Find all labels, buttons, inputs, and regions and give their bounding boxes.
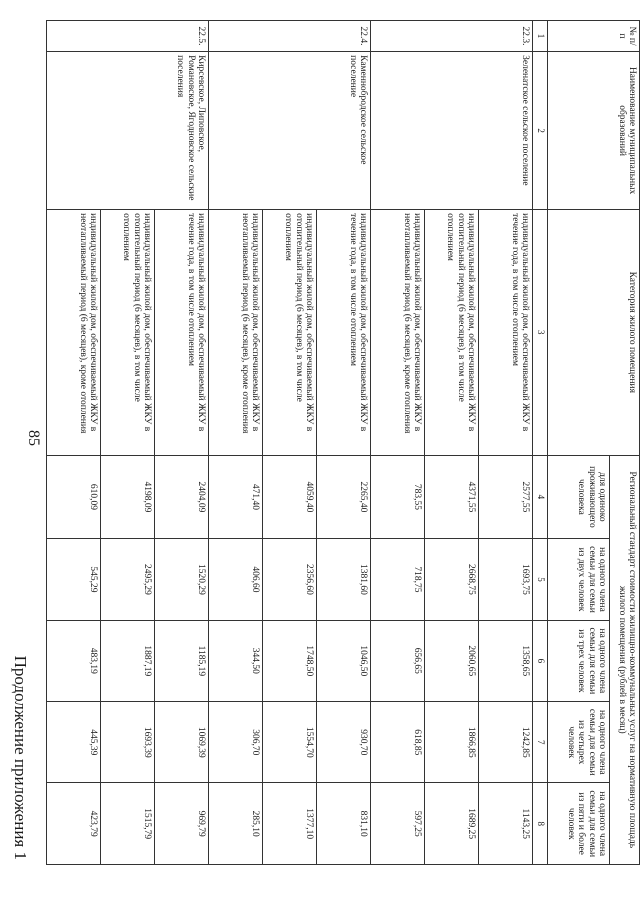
row-number: 22.5. <box>47 21 209 52</box>
header-no: № п/п <box>548 21 640 52</box>
col-number: 6 <box>533 620 548 701</box>
housing-category: индивидуальный жилой дом, обеспечиваемый ЖКУ в течение года, в том числе отоплением <box>479 210 533 455</box>
housing-category: индивидуальный жилой дом, обеспечиваемый ЖКУ в отопительный период (6 месяцев), в том числе отоплением <box>101 210 155 455</box>
standard-value: 2265,40 <box>317 455 371 539</box>
housing-category: индивидуальный жилой дом, обеспечиваемый ЖКУ в неотапливаемый период (6 месяцев), кроме отопления <box>371 210 425 455</box>
housing-category: индивидуальный жилой дом, обеспечиваемый ЖКУ в неотапливаемый период (6 месяцев), кроме отопления <box>209 210 263 455</box>
standard-value: 1381,60 <box>317 539 371 620</box>
header-sub-2: на одного члена семьи для семьи из двух человек <box>548 539 610 620</box>
standard-value: 1046,50 <box>317 620 371 701</box>
municipality-name: Зеленатское сельское поселение <box>371 52 533 210</box>
col-number: 7 <box>533 702 548 783</box>
standard-table <box>46 20 640 865</box>
header-sub-5: на одного члена семьи для семьи из пяти и более человек <box>548 783 610 865</box>
standard-value: 471,40 <box>209 455 263 539</box>
col-number: 4 <box>533 455 548 539</box>
standard-value: 1358,65 <box>479 620 533 701</box>
standard-value: 4059,40 <box>263 455 317 539</box>
standard-value: 2577,55 <box>479 455 533 539</box>
standard-value: 2495,29 <box>101 539 155 620</box>
standard-value: 483,19 <box>47 620 101 701</box>
standard-value: 406,60 <box>209 539 263 620</box>
header-municipality: Наименование муниципальных образований <box>548 52 640 210</box>
standard-value: 597,25 <box>371 783 425 865</box>
col-number: 1 <box>533 21 548 52</box>
standard-value: 1689,25 <box>425 783 479 865</box>
standard-value: 656,65 <box>371 620 425 701</box>
standard-value: 618,85 <box>371 702 425 783</box>
standard-value: 423,79 <box>47 783 101 865</box>
table-row <box>317 21 371 865</box>
standard-value: 2668,75 <box>425 539 479 620</box>
standard-value: 4371,55 <box>425 455 479 539</box>
col-number: 5 <box>533 539 548 620</box>
standard-value: 1242,85 <box>479 702 533 783</box>
housing-category: индивидуальный жилой дом, обеспечиваемый ЖКУ в неотапливаемый период (6 месяцев), кроме отопления <box>47 210 101 455</box>
standard-value: 285,10 <box>209 783 263 865</box>
header-standard: Региональный стандарт стоимости жилищно-коммунальных услуг на нормативную площадь жилого помещения (рублей в месяц) <box>610 455 640 865</box>
standard-value: 1377,10 <box>263 783 317 865</box>
standard-value: 2356,60 <box>263 539 317 620</box>
housing-category: индивидуальный жилой дом, обеспечиваемый ЖКУ в отопительный период (6 месяцев), в том числе отоплением <box>425 210 479 455</box>
standard-value: 1520,29 <box>155 539 209 620</box>
row-number: 22.3. <box>371 21 533 52</box>
standard-value: 1554,70 <box>263 702 317 783</box>
standard-value: 1748,50 <box>263 620 317 701</box>
standard-value: 545,29 <box>47 539 101 620</box>
table-row <box>479 21 533 865</box>
municipality-name: Каменнобродское сельское поселение <box>209 52 371 210</box>
municipality-name: Кирсевское, Липовское, Романовское, Ягодновское сельские поселения <box>47 52 209 210</box>
standard-value: 344,50 <box>209 620 263 701</box>
standard-value: 831,10 <box>317 783 371 865</box>
standard-value: 969,79 <box>155 783 209 865</box>
col-number: 8 <box>533 783 548 865</box>
header-sub-4: на одного члена семьи для семьи из четырех человек <box>548 702 610 783</box>
row-number: 22.4. <box>209 21 371 52</box>
table-row <box>155 21 209 865</box>
standard-value: 306,70 <box>209 702 263 783</box>
standard-value: 2404,09 <box>155 455 209 539</box>
header-sub-1: для одиноко проживающего человека <box>548 455 610 539</box>
housing-category: индивидуальный жилой дом, обеспечиваемый ЖКУ в течение года, в том числе отоплением <box>155 210 209 455</box>
standard-value: 1069,39 <box>155 702 209 783</box>
standard-value: 718,75 <box>371 539 425 620</box>
housing-category: индивидуальный жилой дом, обеспечиваемый ЖКУ в отопительный период (6 месяцев), в том числе отоплением <box>263 210 317 455</box>
standard-value: 1515,79 <box>101 783 155 865</box>
header-category: Категория жилого помещения <box>548 210 640 455</box>
standard-value: 1866,85 <box>425 702 479 783</box>
housing-category: индивидуальный жилой дом, обеспечиваемый ЖКУ в течение года, в том числе отоплением <box>317 210 371 455</box>
standard-value: 2060,65 <box>425 620 479 701</box>
standard-value: 445,39 <box>47 702 101 783</box>
header-sub-3: на одного члена семьи для семьи из трех человек <box>548 620 610 701</box>
continuation-title: Продолжение приложения 1 <box>11 655 30 860</box>
standard-value: 4198,09 <box>101 455 155 539</box>
standard-value: 1693,39 <box>101 702 155 783</box>
standard-value: 930,70 <box>317 702 371 783</box>
standard-value: 1887,19 <box>101 620 155 701</box>
col-number: 2 <box>533 52 548 210</box>
standard-value: 1143,25 <box>479 783 533 865</box>
standard-value: 610,09 <box>47 455 101 539</box>
page-number: 85 <box>25 430 42 446</box>
standard-value: 783,55 <box>371 455 425 539</box>
standard-value: 1693,75 <box>479 539 533 620</box>
standard-value: 1185,19 <box>155 620 209 701</box>
col-number: 3 <box>533 210 548 455</box>
